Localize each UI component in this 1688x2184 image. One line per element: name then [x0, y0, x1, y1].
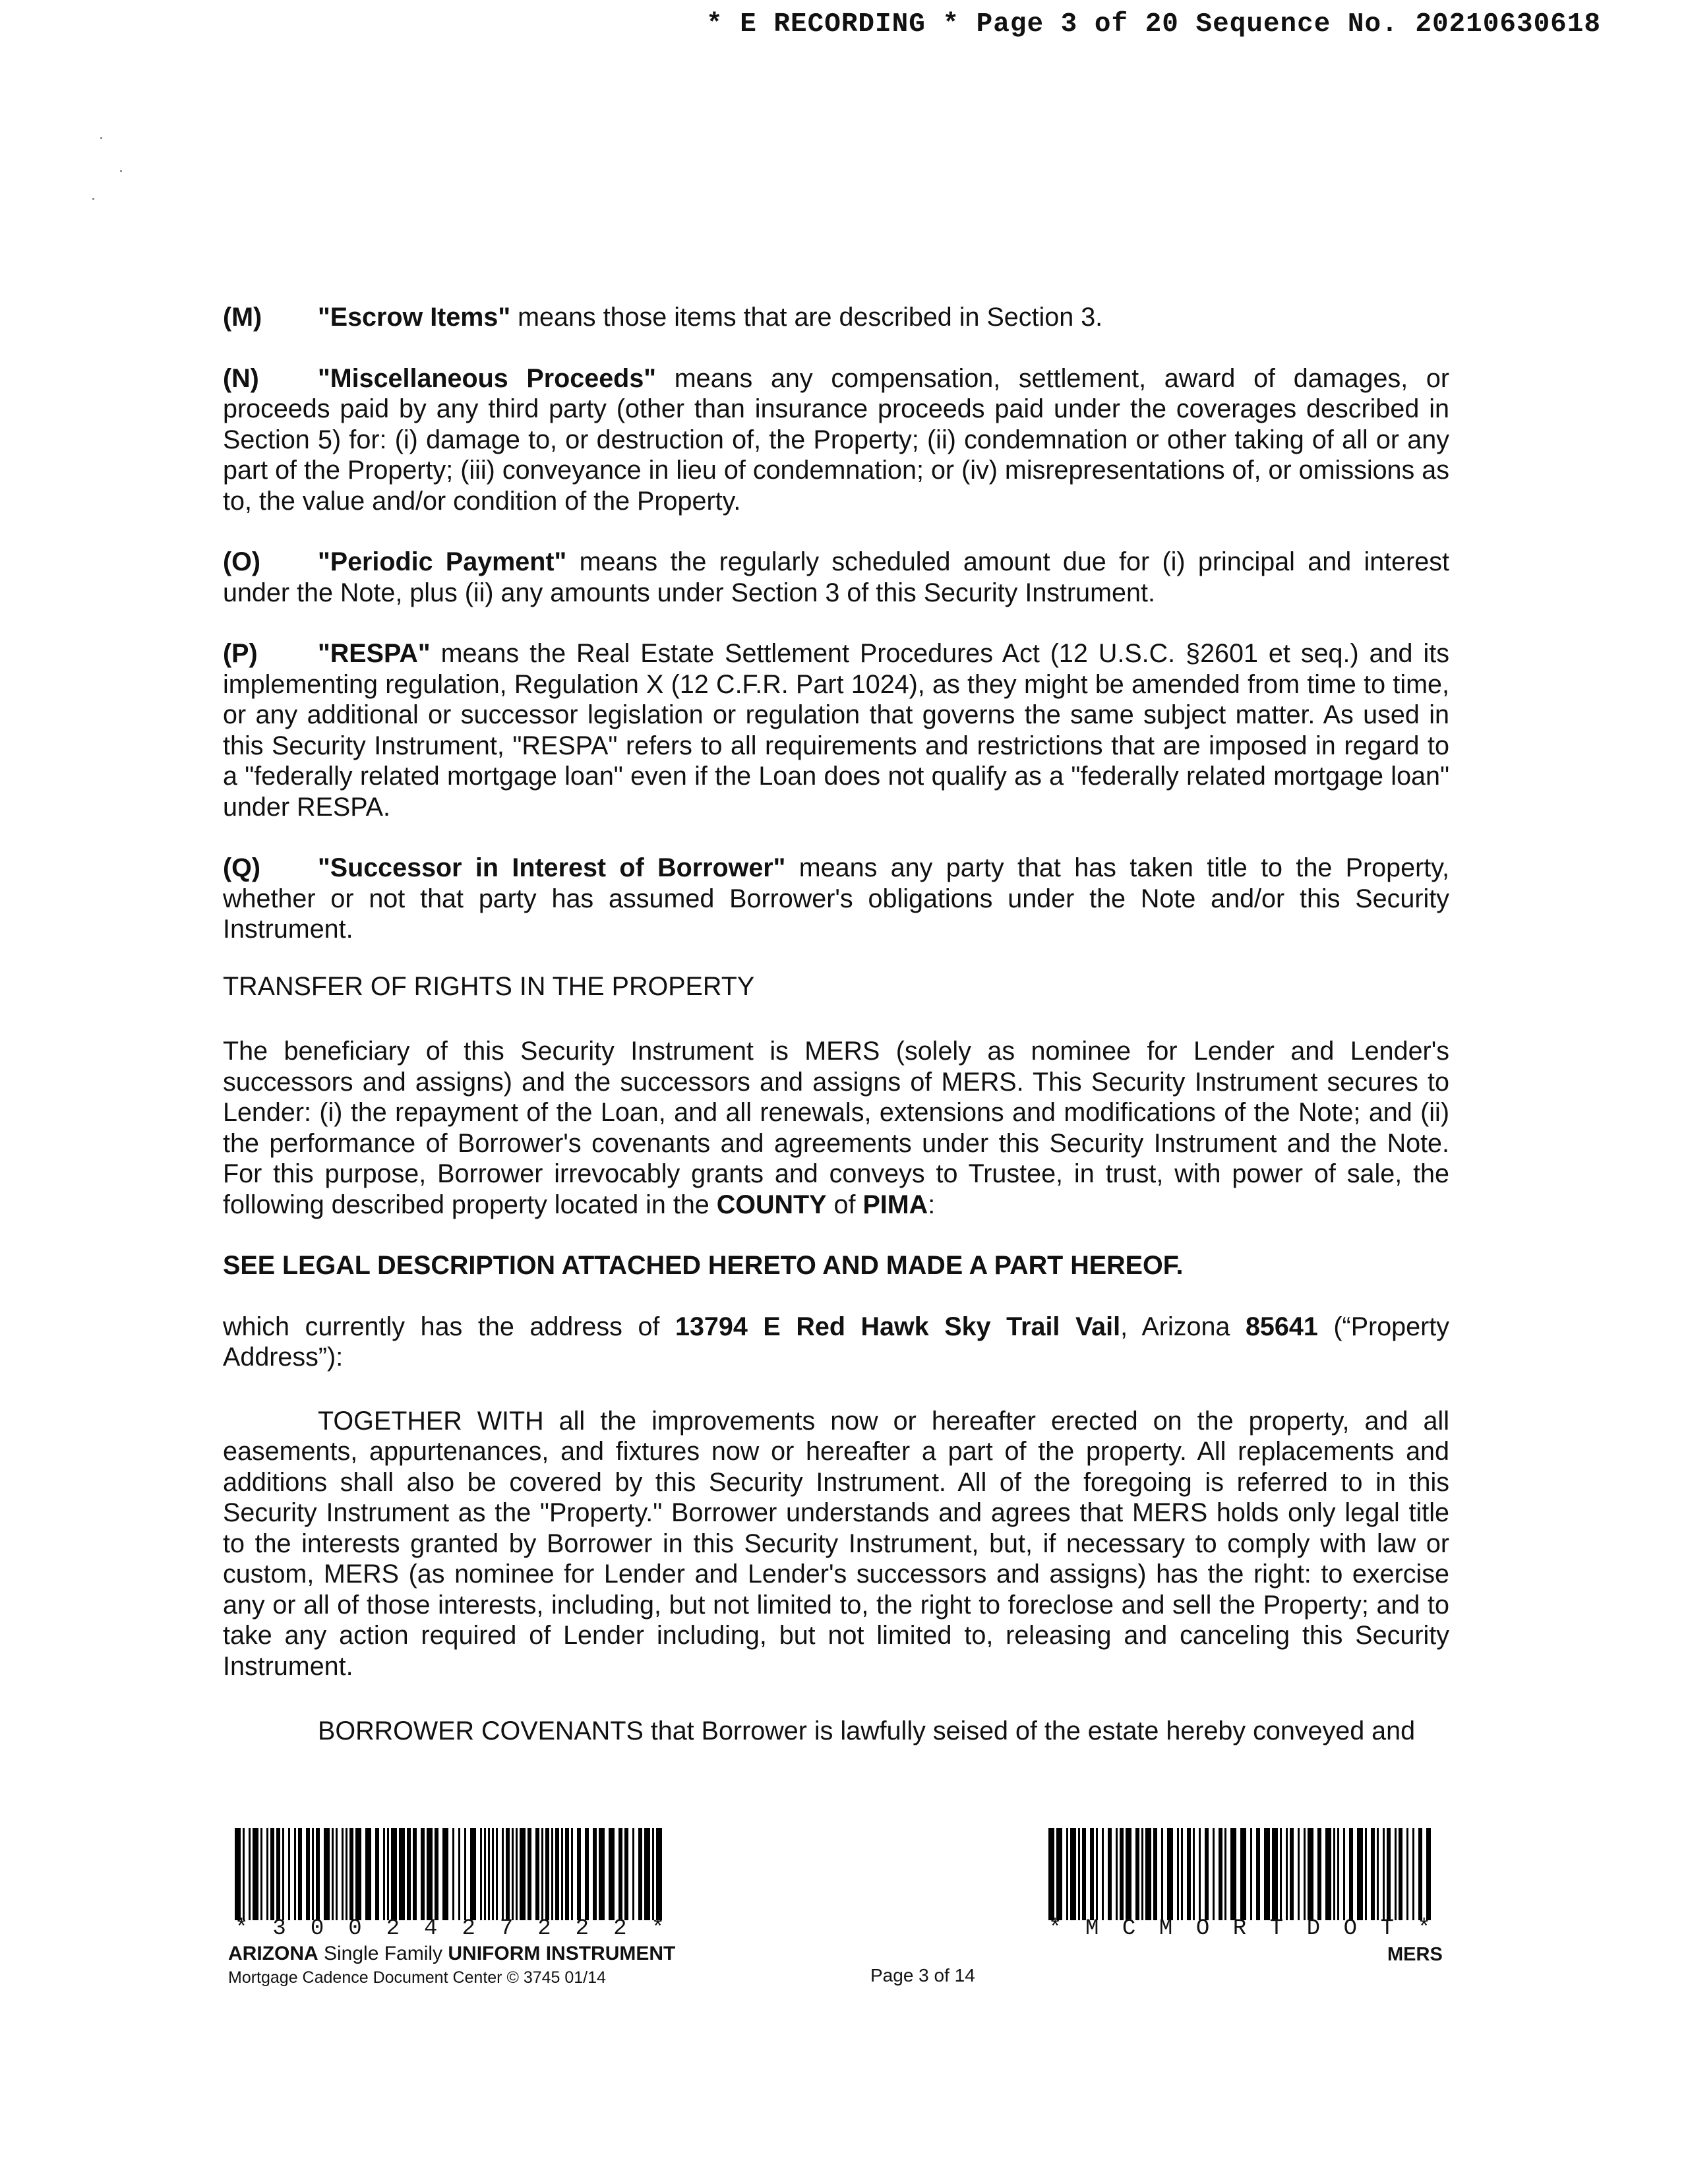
together-with-paragraph: TOGETHER WITH all the improvements now or hereafter erected on the property, and all easements, appurtenances, and fixtures now or hereafter a part of the property. All replacements and additions shall also be covered by this Security Instrument. All of the foregoing is referred to in this Security Instrument as the "Property." Borrower understands and agrees that MERS holds only legal title to the interests granted by Borrower in this Security Instrument, but, if necessary to comply with law or custom, MERS (as nominee for Lender and Lender's successors and assigns) has the right: to exercise any or all of those interests, including, but not limited to, the right to foreclose and sell the Property; and to take any action required of Lender including, but not limited to, releasing and canceling this Security Instrument.: [223, 1406, 1449, 1681]
barcode-bar: [656, 1828, 662, 1920]
barcode-bar: [1317, 1828, 1321, 1920]
barcode-bar: [541, 1828, 543, 1920]
definition-term: "Successor in Interest of Borrower": [318, 853, 786, 882]
barcode-bar: [383, 1828, 385, 1920]
barcode-bar: [427, 1828, 433, 1920]
barcode-bar: [1250, 1828, 1252, 1920]
barcode-bar: [316, 1828, 320, 1920]
county-word: COUNTY: [716, 1190, 827, 1219]
barcode-bar: [488, 1828, 490, 1920]
barcode-bar: [336, 1828, 338, 1920]
barcode-char: 2: [386, 1916, 400, 1941]
barcode-bar: [413, 1828, 417, 1920]
barcode-bar: [516, 1828, 518, 1920]
transfer-heading: TRANSFER OF RIGHTS IN THE PROPERTY: [223, 971, 755, 1001]
barcode-char: *: [1048, 1916, 1062, 1941]
barcode-bar: [365, 1828, 371, 1920]
address-zip: 85641: [1245, 1312, 1318, 1341]
barcode-char: *: [1417, 1916, 1431, 1941]
barcode-char: 0: [310, 1916, 324, 1941]
barcode-bar: [270, 1828, 274, 1920]
barcode-bar: [249, 1828, 251, 1920]
barcode-bar: [298, 1828, 302, 1920]
definition-o: [223, 547, 1449, 608]
barcode-bar: [593, 1828, 597, 1920]
barcode-bar: [407, 1828, 411, 1920]
barcode-bar: [1078, 1828, 1080, 1920]
barcode-bar: [496, 1828, 498, 1920]
barcode-char: *: [235, 1916, 249, 1941]
definition-label: (O): [223, 547, 261, 576]
address-suffix: (“Property Address”):: [223, 1312, 1449, 1372]
barcode-bar: [355, 1828, 361, 1920]
barcode-bar: [1066, 1828, 1068, 1920]
barcode-bar: [624, 1828, 628, 1920]
barcode-bar: [1337, 1828, 1339, 1920]
definition-n: [223, 363, 1449, 517]
barcode-bar: [276, 1828, 280, 1920]
of-word: of: [826, 1190, 863, 1219]
legal-description-text: SEE LEGAL DESCRIPTION ATTACHED HERETO AND MADE A PART HEREOF.: [223, 1251, 1184, 1280]
barcode-bar: [571, 1828, 573, 1920]
barcode-bar: [492, 1828, 494, 1920]
barcode-bar: [1096, 1828, 1098, 1920]
transfer-paragraph: [223, 1036, 1449, 1220]
definition-text: means any party that has taken title to the Property, whether or not that party has assumed Borrower's obligations under the Note and/or this Security Instrument.: [223, 853, 1449, 944]
barcode-bar: [535, 1828, 539, 1920]
definition-text: means those items that are described in Section 3.: [510, 303, 1103, 332]
barcode-bar: [1272, 1828, 1278, 1920]
barcode-bar: [561, 1828, 563, 1920]
barcode-bar: [1141, 1828, 1143, 1920]
barcode-char: M: [1159, 1916, 1173, 1941]
page-number: Page 3 of 14: [870, 1965, 975, 1986]
barcode-char: O: [1195, 1916, 1210, 1941]
definition-p: [223, 638, 1449, 822]
barcode-bar: [288, 1828, 290, 1920]
barcode-bar: [387, 1828, 389, 1920]
barcode-bar: [342, 1828, 344, 1920]
barcode-bar: [609, 1828, 615, 1920]
barcode-bar: [1177, 1828, 1179, 1920]
barcode-bar: [1308, 1828, 1313, 1920]
barcode-bar: [1264, 1828, 1270, 1920]
barcode-bar: [324, 1828, 330, 1920]
barcode-bar: [442, 1828, 448, 1920]
barcode-bar: [1426, 1828, 1431, 1920]
barcode-char: C: [1122, 1916, 1136, 1941]
barcode-bar: [545, 1828, 549, 1920]
scan-speck: [92, 198, 94, 200]
barcode-bar: [1082, 1828, 1086, 1920]
barcode-bar: [1365, 1828, 1367, 1920]
barcode-bar: [282, 1828, 284, 1920]
barcode-bar: [599, 1828, 605, 1920]
transfer-text: The beneficiary of this Security Instrument is MERS (solely as nominee for Lender and Lender's successors and assigns) and the successors and assigns of MERS. This Security Instrument secures to Lender: (i) the repayment of the Loan, and all renewals, extensions and modifications of the Note; and (ii) the performance of Borrower's covenants and agreements under this Security Instrument and the Note. For this purpose, Borrower irrevocably grants and conveys to Trustee, in trust, with power of sale, the following described property located in the: [223, 1037, 1449, 1219]
form-title: [228, 1943, 675, 1965]
barcode-bar: [1230, 1828, 1236, 1920]
barcode-bar: [1116, 1828, 1118, 1920]
barcode-char: 2: [613, 1916, 627, 1941]
barcode-bar: [1256, 1828, 1260, 1920]
barcode-bar: [577, 1828, 581, 1920]
definition-label: (P): [223, 639, 258, 668]
barcode-bar: [1199, 1828, 1201, 1920]
barcode-char: D: [1306, 1916, 1321, 1941]
barcode-bar: [1120, 1828, 1124, 1920]
barcode-bar: [435, 1828, 438, 1920]
definition-label: (M): [223, 303, 262, 332]
barcode-bar: [1343, 1828, 1345, 1920]
barcode-char: O: [1343, 1916, 1358, 1941]
form-single-family: Single Family: [318, 1943, 448, 1964]
barcode-bar: [1286, 1828, 1288, 1920]
barcode-bar: [1167, 1828, 1173, 1920]
barcode-bar: [253, 1828, 258, 1920]
barcode-bar: [349, 1828, 353, 1920]
barcode-bar: [391, 1828, 397, 1920]
barcode-bar: [1399, 1828, 1402, 1920]
definition-text: means the Real Estate Settlement Procedures Act (12 U.S.C. §2601 et seq.) and its implementing regulation, Regulation X (12 C.F.R. Part 1024), as they might be amended from time to time, or any additional or successor legislation or regulation that governs the same subject matter. As used in this Security Instrument, "RESPA" refers to all requirements and restrictions that are imposed in regard to a "federally related mortgage loan" even if the Loan does not qualify as a "federally related mortgage loan" under RESPA.: [223, 639, 1449, 822]
barcode-bar: [1304, 1828, 1306, 1920]
barcode-bar: [266, 1828, 268, 1920]
barcode-bar: [1418, 1828, 1422, 1920]
barcode-bar: [652, 1828, 654, 1920]
barcode-bar: [452, 1828, 454, 1920]
barcode-char: 3: [272, 1916, 286, 1941]
barcode-right-chars: [1048, 1918, 1431, 1940]
barcode-bar: [512, 1828, 514, 1920]
scan-speck: [120, 170, 122, 172]
barcode-left: [235, 1828, 665, 1920]
barcode-bar: [375, 1828, 379, 1920]
barcode-bar: [1395, 1828, 1397, 1920]
mers-label: MERS: [1387, 1944, 1443, 1965]
barcode-char: *: [651, 1916, 665, 1941]
barcode-bar: [1181, 1828, 1183, 1920]
transfer-colon: :: [928, 1190, 936, 1219]
barcode-bar: [502, 1828, 504, 1920]
barcode-char: 0: [348, 1916, 362, 1941]
barcode-bar: [1145, 1828, 1151, 1920]
barcode-bar: [464, 1828, 466, 1920]
barcode-bar: [1240, 1828, 1246, 1920]
barcode-bar: [1383, 1828, 1385, 1920]
address-state: , Arizona: [1120, 1312, 1246, 1341]
barcode-bar: [520, 1828, 526, 1920]
barcode-bar: [1193, 1828, 1195, 1920]
barcode-bar: [421, 1828, 425, 1920]
address-street: 13794 E Red Hawk Sky Trail Vail: [675, 1312, 1121, 1341]
barcode-bar: [555, 1828, 559, 1920]
barcode-bar: [1333, 1828, 1335, 1920]
barcode-bar: [260, 1828, 262, 1920]
barcode-bar: [1153, 1828, 1157, 1920]
barcode-bar: [484, 1828, 486, 1920]
barcode-bar: [312, 1828, 314, 1920]
barcode-bar: [1219, 1828, 1222, 1920]
barcode-bar: [1187, 1828, 1191, 1920]
barcode-bar: [480, 1828, 482, 1920]
barcode-bar: [332, 1828, 334, 1920]
barcode-char: 4: [424, 1916, 438, 1941]
barcode-bar: [1325, 1828, 1331, 1920]
county-name: PIMA: [862, 1190, 928, 1219]
definition-text: means any compensation, settlement, award of damages, or proceeds paid by any third party (other than insurance proceeds paid under the coverages described in Section 5) for: (i) damage to, or destruction of, the Property; (ii) condemnation or other taking of all or any part of the Property; (iii) conveyance in lieu of condemnation; or (iv) misrepresentations of, or omissions as to, the value and/or condition of the Property.: [223, 363, 1449, 516]
barcode-bar: [1108, 1828, 1112, 1920]
barcode-bar: [243, 1828, 245, 1920]
barcode-bar: [1224, 1828, 1226, 1920]
barcode-bar: [1290, 1828, 1294, 1920]
barcode-bar: [618, 1828, 622, 1920]
definition-q: [223, 853, 1449, 945]
document-body: [223, 302, 1449, 1747]
barcode-bar: [470, 1828, 476, 1920]
definition-term: "RESPA": [318, 639, 431, 668]
barcode-bar: [1213, 1828, 1215, 1920]
barcode-bar: [1205, 1828, 1209, 1920]
definition-term: "Periodic Payment": [318, 547, 567, 576]
address-paragraph: [223, 1312, 1449, 1373]
barcode-bar: [528, 1828, 531, 1920]
barcode-bar: [1126, 1828, 1131, 1920]
borrower-covenants-paragraph: BORROWER COVENANTS that Borrower is lawfully seised of the estate hereby conveyed and: [318, 1716, 1416, 1745]
barcode-char: M: [1085, 1916, 1099, 1941]
barcode-bar: [638, 1828, 642, 1920]
barcode-bar: [644, 1828, 650, 1920]
barcode-char: 2: [462, 1916, 475, 1941]
barcode-bar: [399, 1828, 405, 1920]
barcode-bar: [585, 1828, 589, 1920]
definition-label: (Q): [223, 853, 261, 882]
scan-speck: [100, 137, 102, 139]
barcode-bar: [1349, 1828, 1353, 1920]
definition-m: [223, 302, 1449, 333]
recording-header: * E RECORDING * Page 3 of 20 Sequence No. 20210630618: [706, 9, 1601, 40]
barcode-bar: [346, 1828, 347, 1920]
definition-term: "Miscellaneous Proceeds": [318, 363, 657, 393]
barcode-char: T: [1380, 1916, 1394, 1941]
barcode-bar: [551, 1828, 553, 1920]
barcode-bar: [1357, 1828, 1363, 1920]
barcode-bar: [1412, 1828, 1414, 1920]
barcode-bar: [1056, 1828, 1062, 1920]
barcode-bar: [506, 1828, 510, 1920]
barcode-bar: [632, 1828, 634, 1920]
barcode-bar: [1387, 1828, 1391, 1920]
barcode-char: 2: [575, 1916, 589, 1941]
barcode-right: [1048, 1828, 1431, 1920]
definition-text: means the regularly scheduled amount due for (i) principal and interest under the Note, plus (ii) any amounts under Section 3 of this Security Instrument.: [223, 547, 1450, 607]
definition-term: "Escrow Items": [318, 303, 511, 332]
barcode-bar: [1090, 1828, 1094, 1920]
form-uniform: UNIFORM INSTRUMENT: [448, 1943, 676, 1964]
legal-description: [223, 1250, 1449, 1281]
barcode-bar: [458, 1828, 460, 1920]
address-prefix: which currently has the address of: [223, 1312, 675, 1341]
barcode-bar: [1135, 1828, 1139, 1920]
barcode-bar: [1371, 1828, 1375, 1920]
barcode-bar: [565, 1828, 569, 1920]
barcode-char: R: [1232, 1916, 1247, 1941]
barcode-bar: [1048, 1828, 1054, 1920]
barcode-char: 7: [499, 1916, 514, 1941]
barcode-char: 2: [537, 1916, 551, 1941]
barcode-left-chars: [235, 1918, 665, 1940]
barcode-char: T: [1269, 1916, 1284, 1941]
barcode-bar: [1406, 1828, 1408, 1920]
barcode-bar: [1102, 1828, 1104, 1920]
barcode-bar: [1377, 1828, 1379, 1920]
definition-label: (N): [223, 363, 259, 393]
form-state: ARIZONA: [228, 1943, 318, 1964]
barcode-bar: [1070, 1828, 1076, 1920]
barcode-bar: [1280, 1828, 1282, 1920]
barcode-bar: [1161, 1828, 1163, 1920]
barcode-bar: [235, 1828, 241, 1920]
barcode-bar: [1298, 1828, 1300, 1920]
barcode-bar: [306, 1828, 310, 1920]
doc-center-line: Mortgage Cadence Document Center © 3745 01/14: [228, 1968, 606, 1987]
barcode-bar: [294, 1828, 296, 1920]
